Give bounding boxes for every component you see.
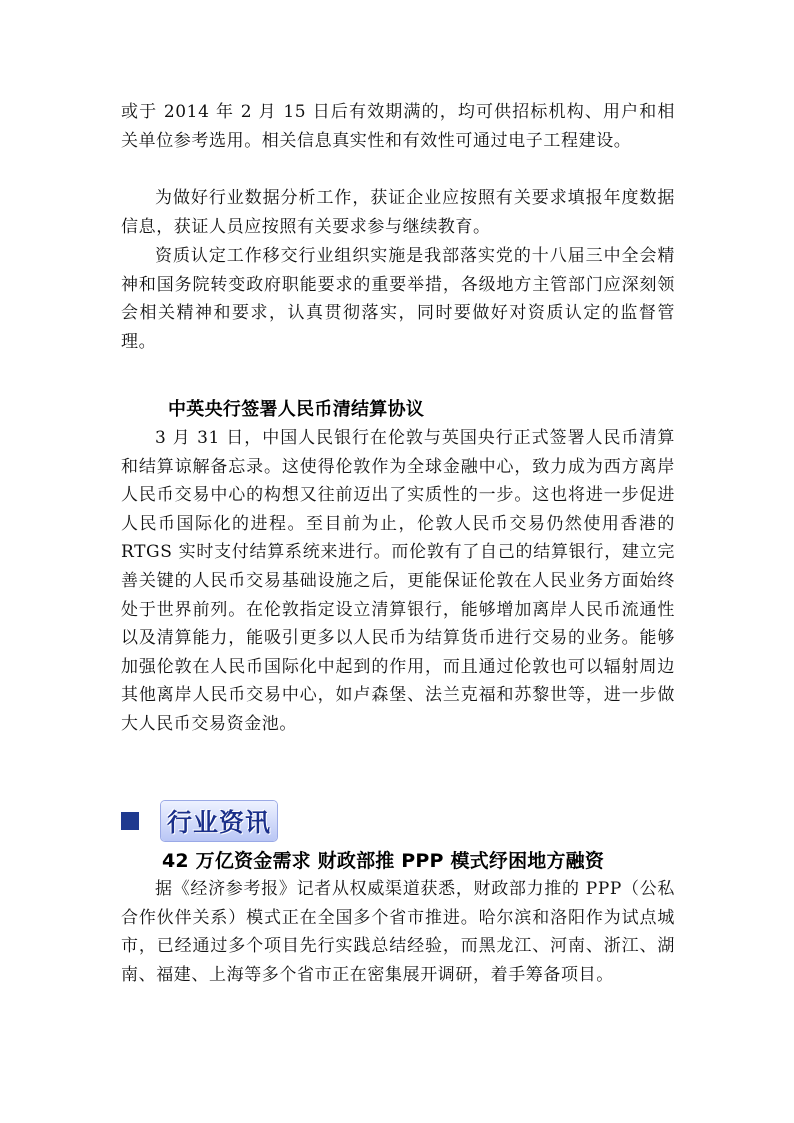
article-body-rmb-clearing: 3 月 31 日，中国人民银行在伦敦与英国央行正式签署人民币清算和结算谅解备忘录。这使得伦敦作为全球金融中心，致力成为西方离岸人民币交易中心的构想又往前迈出了实质性的一步。这也将进一步促进人民币国际化的进程。至目前为止，伦敦人民币交易仍然使用香港的 RTGS 实时支付结算系统来进行。而伦敦有了自己的结算银行，建立完善关键的人民币交易基础设施之后，更能保证伦敦在人民业务方面始终处于世界前列。在伦敦指定设立清算银行，能够增加离岸人民币流通性以及清算能力，能吸引更多以人民币为结算货币进行交易的业务。能够加强伦敦在人民币国际化中起到的作用，而且通过伦敦也可以辐射周边其他离岸人民币交易中心，如卢森堡、法兰克福和苏黎世等，进一步做大人民币交易资金池。 [121,428,675,734]
paragraph-validity: 或于 2014 年 2 月 15 日后有效期满的，均可供招标机构、用户和相关单位参考选用。相关信息真实性和有效性可通过电子工程建设。 [121,102,675,151]
square-bullet-icon [121,812,139,830]
article-title-ppp: 42 万亿资金需求 财政部推 PPP 模式纾困地方融资 [162,850,605,872]
article-body-ppp: 据《经济参考报》记者从权威渠道获悉，财政部力推的 PPP（公私合作伙伴关系）模式正在全国多个省市推进。哈尔滨和洛阳作为试点城市，已经通过多个项目先行实践总结经验，而黑龙江、河南、浙江、湖南、福建、上海等多个省市正在密集展开调研，着手筹备项目。 [121,879,675,985]
article-title-rmb-clearing: 中英央行签署人民币清结算协议 [168,399,425,420]
section-label: 行业资讯 [161,801,277,841]
paragraph-data-reporting: 为做好行业数据分析工作，获证企业应按照有关要求填报年度数据信息，获证人员应按照有关要求参与继续教育。 [121,188,675,237]
paragraph-qualification-transfer: 资质认定工作移交行业组织实施是我部落实党的十八届三中全会精神和国务院转变政府职能要求的重要举措，各级地方主管部门应深刻领会相关精神和要求，认真贯彻落实，同时要做好对资质认定的监督管理。 [121,246,675,352]
section-banner [121,803,277,839]
